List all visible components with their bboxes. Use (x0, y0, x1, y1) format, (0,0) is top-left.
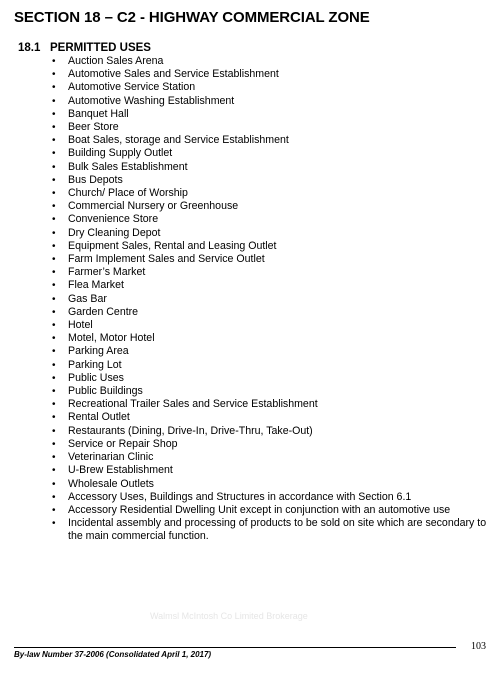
list-item: • Public Buildings (50, 385, 490, 398)
subsection-number: 18.1 (18, 42, 41, 54)
list-item: • Incidental assembly and processing of products to be sold on site which are secondary to the main commercial function. (50, 517, 490, 543)
list-item: • U-Brew Establishment (50, 464, 490, 477)
list-item: • Commercial Nursery or Greenhouse (50, 200, 490, 213)
list-item: • Garden Centre (50, 306, 490, 319)
list-item: • Wholesale Outlets (50, 478, 490, 491)
list-item: • Banquet Hall (50, 108, 490, 121)
list-item: • Flea Market (50, 279, 490, 292)
subsection-heading (18, 42, 151, 54)
permitted-uses-list (50, 55, 490, 544)
list-item: • Convenience Store (50, 213, 490, 226)
list-item: • Rental Outlet (50, 411, 490, 424)
list-item: • Hotel (50, 319, 490, 332)
list-item: • Public Uses (50, 372, 490, 385)
list-item: • Motel, Motor Hotel (50, 332, 490, 345)
list-item: • Veterinarian Clinic (50, 451, 490, 464)
list-item: • Auction Sales Arena (50, 55, 490, 68)
list-item: • Farmer’s Market (50, 266, 490, 279)
list-item: • Automotive Service Station (50, 81, 490, 94)
list-item: • Gas Bar (50, 293, 490, 306)
list-item: • Automotive Sales and Service Establishment (50, 68, 490, 81)
list-item: • Beer Store (50, 121, 490, 134)
list-item: • Bus Depots (50, 174, 490, 187)
watermark: Walmsl McIntosh Co Limited Brokerage (150, 611, 308, 621)
list-item: • Accessory Residential Dwelling Unit except in conjunction with an automotive use (50, 504, 490, 517)
list-item: • Restaurants (Dining, Drive-In, Drive-Thru, Take-Out) (50, 425, 490, 438)
list-item: • Automotive Washing Establishment (50, 95, 490, 108)
list-item: • Dry Cleaning Depot (50, 227, 490, 240)
list-item: • Farm Implement Sales and Service Outlet (50, 253, 490, 266)
list-item: • Church/ Place of Worship (50, 187, 490, 200)
list-item: • Bulk Sales Establishment (50, 161, 490, 174)
list-item: • Service or Repair Shop (50, 438, 490, 451)
list-item: • Building Supply Outlet (50, 147, 490, 160)
section-title: SECTION 18 – C2 - HIGHWAY COMMERCIAL ZONE (14, 9, 370, 26)
list-item: • Parking Area (50, 345, 490, 358)
list-item: • Accessory Uses, Buildings and Structures in accordance with Section 6.1 (50, 491, 490, 504)
list-item: • Recreational Trailer Sales and Service Establishment (50, 398, 490, 411)
subsection-title: PERMITTED USES (50, 42, 151, 54)
list-item: • Parking Lot (50, 359, 490, 372)
page-number: 103 (471, 641, 486, 652)
footer-bylaw-text: By-law Number 37-2006 (Consolidated April 1, 2017) (14, 650, 212, 659)
footer-rule (14, 647, 456, 648)
list-item: • Equipment Sales, Rental and Leasing Outlet (50, 240, 490, 253)
list-item: • Boat Sales, storage and Service Establishment (50, 134, 490, 147)
